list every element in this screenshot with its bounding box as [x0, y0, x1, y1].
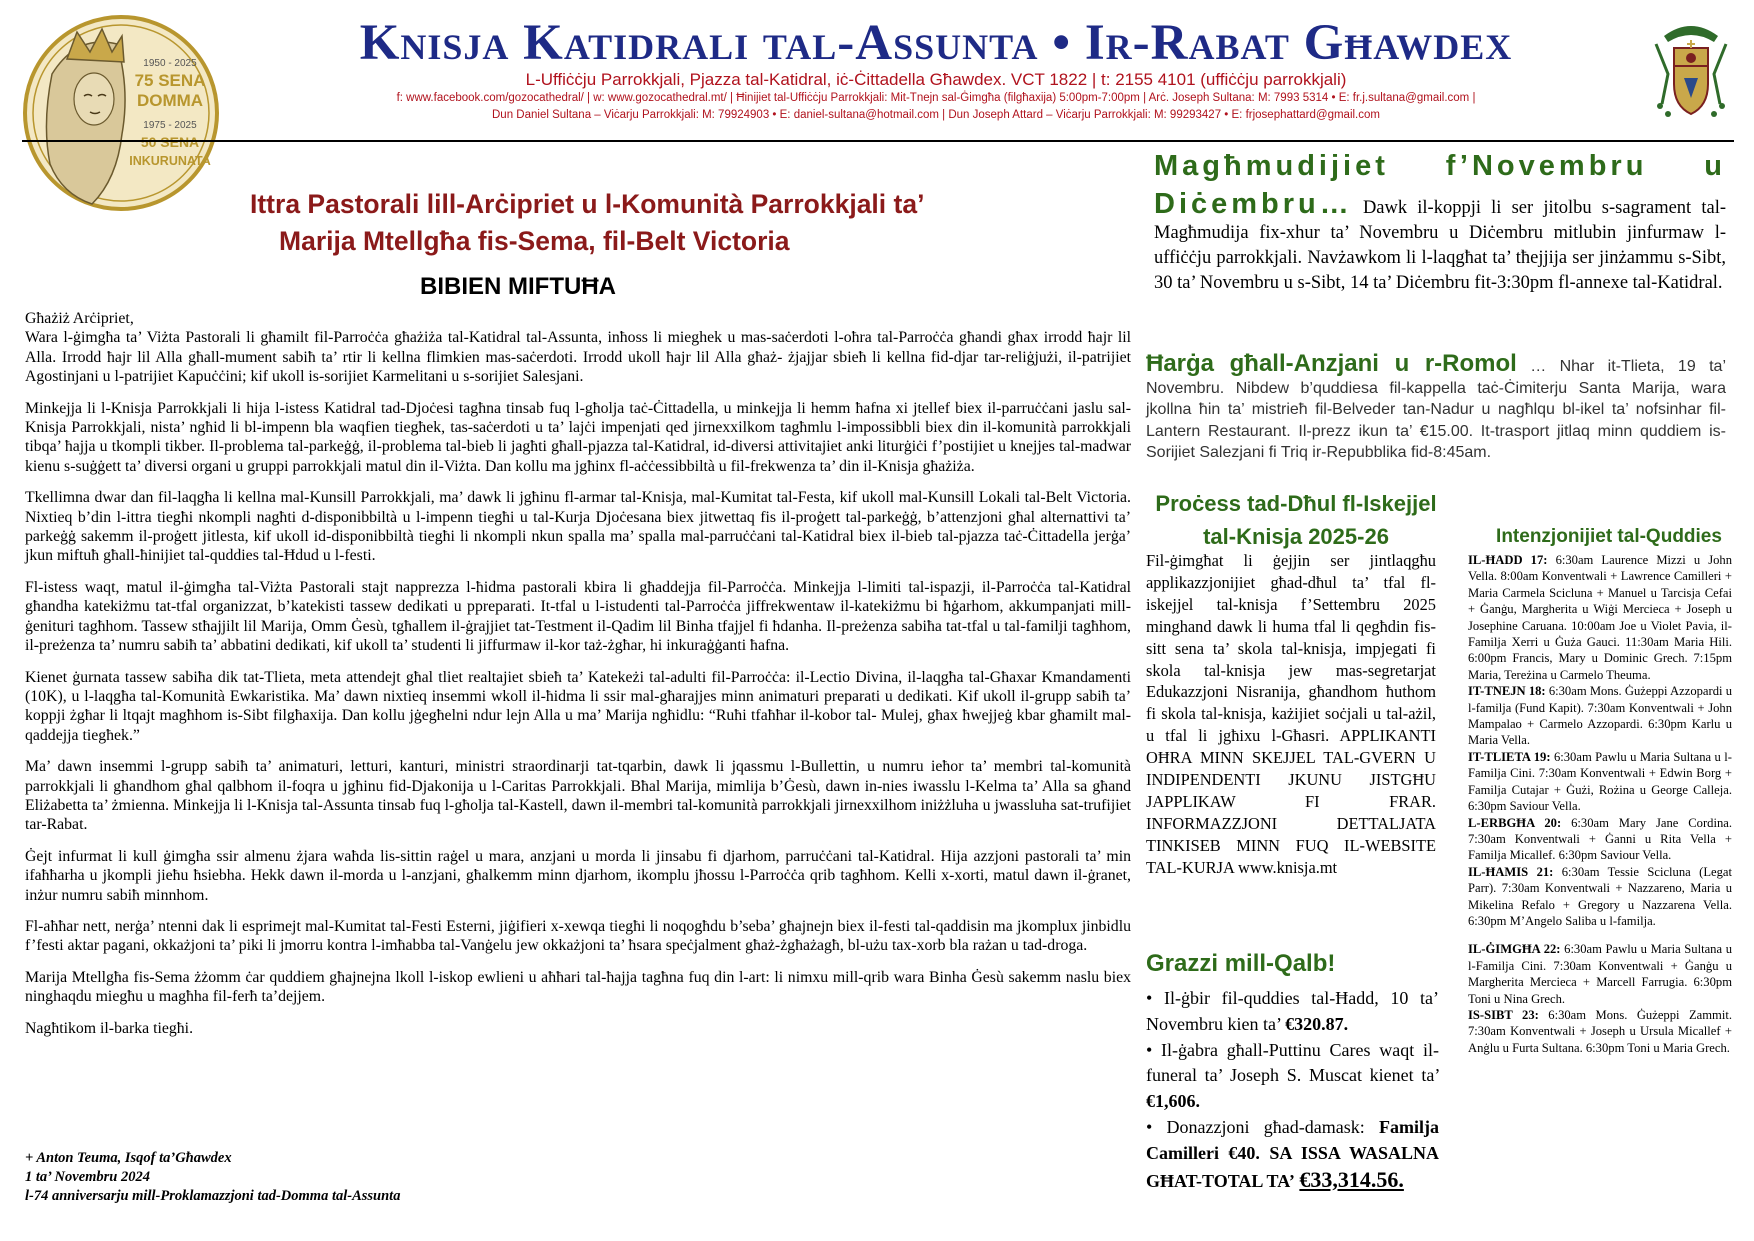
letter-paragraph: Kienet ġurnata tassew sabiħa dik tat-Tlieta, meta attendejt għal tliet realtajiet sbieħ ta’ Katekeżi tal-adulti fil-Parroċċa: il-Lectio Divina, il-laqgħa tal-Għaxar Kmandamenti (10K), u l-laqgħa tal-Komunità Ewkaristika. Ma’ dawn nixtieq insemmi wkoll il-ħidma li ssir mal-għarajjes minn animaturi preparati u dedikati. Kif ukoll il-grupp sabiħ ta’ koppji żgħar li ltqajt magħhom is-Sibt filgħaxija. Dan kollu jġegħelni ndur lejn Alla u ma’ Marija ngħidlu: “Ruħi tfaħħar il-kobor tal- Mulej, għax ħwejjeġ kbar għamilt mal-qaddejja tiegħek.”: [25, 668, 1131, 744]
mass-day-label: IS-SIBT 23:: [1468, 1007, 1539, 1022]
mass-day: [1468, 683, 1732, 749]
baptisms-section: [1154, 150, 1726, 183]
mass-day: [1468, 864, 1732, 930]
letter-paragraph: Ġejt infurmat li kull ġimgħa ssir almenu żjara waħda lis-sittin raġel u mara, anzjani u morda li jinsabu fi djarhom, parruċċani tal-Katidral. Hija azzjoni pastorali ta’ min ifaħħarha u jkompli jieħu ħsiebha. Hekk dawn il-morda u l-anzjani, għalkemm minn djarhom, ikomplu jħossu l-Parroċċa qrib tagħhom. Kelli x-xorti, matul dawn il-ġranet, inżur numru sabiħ minnhom.: [25, 847, 1131, 904]
mass-day-label: IL-ĦADD 17:: [1468, 553, 1548, 567]
elderly-outing-section: [1146, 350, 1727, 464]
letter-blessing: Nagħtikom il-barka tiegħi.: [25, 1019, 194, 1037]
letter-paragraph: Minkejja li l-Knisja Parrokkjali li hija l-istess Katidral tad-Djoċesi tagħna tinsab fuq l-għolja taċ-Ċittadella, u minkejja li hemm ħafna xi jtellef biex il-parruċċani jaslu sal-Knisja Parrokkjali, nista’ ngħid li bl-impenn bla waqfien tiegħek, tas-saċerdoti u ta’ lajċi impenjati qed jirnexxilkom tagħmlu l-impossibbli biex din il-komunità parrokkjali tibqa’ ħajja u tkompli tikber. Il-problema tal-parkeġġ, il-problema tal-bieb li jagħti għall-pjazza tal-Katidral, id-diversi attivitajiet anki liturġiċi f’postijiet u knejjes tal-madwar kienu s-suġġett ta’ diversi organi u gruppi parrokkjali matul din il-Viżta. Dan kollu ma jgħinx fl-aċċessibbiltà u fil-frekwenza ta’ din il-Knisja għażiża.: [25, 399, 1131, 475]
letter-paragraph: Fl-istess waqt, matul il-ġimgħa tal-Viżta Pastorali stajt napprezza l-ħidma pastorali kbira li għaddejja fil-Parroċċa. Minkejja l-limiti tal-ispazji, il-Parroċċa tal-Katidral għandha katekiżmu tat-tfal organizzat, b’katekisti tassew dedikati u ppreparati. It-tfal u l-istudenti tal-Parroċċa jiffrekwentaw il-katekiżmu bi ħġarhom, akkumpanjati mill-ġenituri tagħhom. Tassew stħajjilt lil Marija, Omm Ġesù, tgħallem il-ġrajjiet tat-Testment il-Qadim lil Binha tfajjel fi ħdanha. Il-preżenza sabiħa tat-tfal u tal-familji tagħhom, il-preżenza ta’ numru sabiħ ta’ abbatini dedikati, kif ukoll ta’ studenti li jiffurmaw il-kor taż-żgħar, hi inkuraġġanti ħafna.: [25, 578, 1131, 655]
letter-paragraph: Ma’ dawn insemmi l-grupp sabiħ ta’ animaturi, letturi, kanturi, ministri straordinarji tat-tqarbin, dawk li jqassmu l-Bullettin, u numru ieħor ta’ membri tal-komunità parrokkjali li għandhom għal qalbhom il-foqra u jgħinu fid-Djakonija u l-Caritas Parrokkjali. Bħal Marija, mimlija b’Ġesù, dawn in-nies iwasslu l-Kelma ta’ Alla sa għand Eliżabetta ta’ żmienna. Minkejja li l-Knisja tal-Assunta tinsab fuq l-għolja tal-Kastell, dawn il-membri tal-komunità parrokkjali jirnexxilhom iniżżluha u jwassluha sat-trufijiet tar-Rabat.: [25, 758, 1131, 834]
mass-day-label: IL-ĦAMIS 21:: [1468, 864, 1554, 879]
damask-total: €33,314.56.: [1299, 1166, 1404, 1192]
cathedral-title: Knisja Katidrali tal-Assunta • Ir-Rabat Għawdex: [359, 15, 1513, 71]
letter-paragraph: Marija Mtellgħa fis-Sema żżomm ċar quddiem għajnejna lkoll l-iskop ewlieni u aħħari tal-ħajja tagħna fuq din l-art: li nimxu mill-qrib wara Binha Ġesù sakemm naslu biex ninghaqdu miegħu u magħha fil-ferħ ta’dejjem.: [25, 968, 1131, 1006]
badge-text-2b: INKURUNATA: [129, 154, 211, 168]
office-address: L-Uffiċċju Parrokkjali, Pjazza tal-Katidral, iċ-Ċittadella Għawdex. VCT 1822 | t: 2155 4101 (uffiċċju parrokkjali): [525, 70, 1347, 89]
mass-day-text: 6:30am Laurence Mizzi u John Vella. 8:00am Konventwali + Lawrence Camilleri + Maria Carmela Scicluna + Manuel u Tarcisja Cefai + Ġanġu, Margherita u Wiġi Mercieca + Joseph u Josephine Caruana. 10:00am Joe u Violet Pavia, il-Familja Xerri u Ġuża Gauci. 11:30am Maria Hili. 6:00pm Francis, Mary u Dominic Grech. 7:15pm Maria, Tereżina u Carmelo Theuma.: [1468, 553, 1733, 682]
mass-day-label: IL-ĠIMGĦA 22:: [1468, 942, 1561, 957]
letter-anniversary-note: l-74 anniversarju mill-Proklamazzjoni tad-Domma tal-Assunta: [25, 1188, 401, 1204]
letter-body: [25, 309, 1131, 1050]
thanks-item-puttinu: • Il-ġabra għall-Puttinu Cares waqt il-funeral ta’ Joseph S. Muscat kienet ta’ €1,606.: [1146, 1039, 1439, 1112]
collection-amount: €320.87.: [1285, 1013, 1349, 1034]
letter-paragraph: Tkellimna dwar dan fil-laqgħa li kellna mal-Kunsill Parrokkjali, ma’ dawk li jgħinu fl-armar tal-Knisja, mal-Kumitat tal-Festa, kif ukoll mal-Kunsill Lokali tal-Belt Victoria. Nixtieq b’din l-ittra tiegħi nkompli nagħti d-disponibbiltà u l-impenn tiegħi u tal-Kurja Djoċesana biex jitwettaq fis il-proġett tal-parkeġġ, b’attenzjoni għal alternattivi ta’ parkeġġ sakemm il-proġett jitlesta, kif ukoll id-disponibbiltà tiegħi li nkompli nkun spalla ma’ spalla mal-parruċċani tal-Katidral biex il-bieb tal-pjazza taċ-Ċittadella jerġa’ jkun miftuħ għall-ħinijiet tal-quddies tal-Ħdud u l-festi.: [25, 489, 1131, 565]
badge-text-1a: 75 SENA: [134, 71, 206, 90]
school-admission-body: Fil-ġimgħat li ġejjin ser jintlaqgħu applikazzjonijiet għad-dħul ta’ tfal fl-iskejjel tal-knisja f’Settembru 2025 minghand dawk li huma tfal li qegħdin fis-sitt sena ta’ skola tal-knisja, impjegati fi skola tal-knisja jew mas-segretarjat Edukazzjoni Nisranija, għandhom ħuthom fi skola tal-knisja, każijiet soċjali u tal-ażil, u tfal li jgħixu l-Għasri. APPLIKANTI OĦRA MINN SKEJJEL TAL-GVERN U INDIPENDENTI JKUNU JISTGĦU JAPPLIKAW FI FRAR. INFORMAZZJONI DETTALJATA TINKISEB MINN FUQ IL-WEBSITE TAL-KURJA www.knisja.mt: [1146, 551, 1436, 877]
mass-day-label: IT-TNEJN 18:: [1468, 684, 1546, 699]
badge-text-1b: DOMMA: [136, 91, 204, 110]
elderly-outing-body: … Nhar it-Tlieta, 19 ta’ Novembru. Nibdew b’quddiesa fil-kappella taċ-Ċimiterju Santa Marija, wara jkollna ħin ta’ mistrieħ fil-Belveder tan-Nadur u nagħlqu bl-ikel ta’ nofsinhar fil-Lantern Restaurant. Il-prezz ikun ta’ €15.00. It-trasport jitlaq minn quddiem is-Sorijiet Salezjani fi Triq ir-Repubblika fid-8:45am.: [1146, 358, 1727, 461]
baptisms-title: Magħmudijiet f’Novembru u: [1154, 150, 1726, 182]
mass-intentions-title: Intenzjonijiet tal-Quddies: [1496, 526, 1722, 547]
letter-paragraph: Wara l-ġimgħa ta’ Viżta Pastorali li għamilt fil-Parroċċa għażiża tal-Katidral tal-Assunta, inħoss li mieghek u mas-saċerdoti l-oħra tal-Parroċċa għandi għax irrodd ħajr lil Alla. Irrodd ħajr lil Alla għall-mument sabiħ ta’ rtir li kellna flimkien mas-saċerdoti. Irrodd ukoll ħajr lil Alla għaż- żjajjar sbieħ li kellna fid-djar tar-reliġjużi, il-patrijiet Agostinjani u l-patrijiet Kapuċċini; kif ukoll is-sorijiet Karmelitani u s-sorijiet Salesjani.: [25, 329, 1131, 386]
mass-intentions-list: [1468, 552, 1732, 1056]
bishop-coat-of-arms: [1648, 14, 1734, 126]
bishop-name: + Anton Teuma, Isqof ta’Għawdex: [25, 1150, 232, 1166]
mass-day-label: L-ERBGĦA 20:: [1468, 815, 1562, 830]
mass-day: [1468, 941, 1732, 1007]
badge-years-1: 1950 - 2025: [143, 58, 197, 69]
letter-signature: [25, 1149, 925, 1206]
letter-paragraph: Fl-aħħar nett, nerġa’ ntenni dak li esprimejt mal-Kumitat tal-Festi Esterni, jiġifieri x-xewqa tiegħi li noqogħdu b’seba’ għajnejn biex il-festi tal-qaddisin ma jkomplux jinbidlu f’festi aktar pagani, okkażjoni ta’ piki li jmorru kontra l-imħabba tal-Vanġelu jew okkażjoni ta’ ħsara speċjalment għaż-żgħażagħ, bl-użu tax-xorb bla rażan u tad-droga.: [25, 917, 1131, 955]
header-divider: [22, 140, 1734, 142]
letter-date: 1 ta’ Novembru 2024: [25, 1169, 150, 1185]
letter-greeting: Għażiż Arċipriet,: [25, 310, 134, 327]
mass-day-text: 6:30am Pawlu u Maria Sultana u l-Familja Cini. 7:30am Konventwali + Edwin Borg + Familja Cutajar + Ġużi, Rożina u George Calleja. 6:30pm Saviour Vella.: [1468, 749, 1732, 814]
thanks-body: [1146, 986, 1439, 1194]
mass-day-text: 6:30am Mons. Ġużeppi Azzopardi u l-familja (Fund Kapit). 7:30am Konventwali + John Mampalao + Carmelo Azzopardi. 6:30pm Karlu u Maria Vella.: [1468, 684, 1732, 748]
badge-years-2: 1975 - 2025: [143, 120, 197, 131]
puttinu-amount: €1,606.: [1146, 1091, 1200, 1112]
thanks-item-damask: • Donazzjoni għad-damask: Familja Camilleri €40. SA ISSA WASALNA GĦAT-TOTAL TA’ €33,314.56.: [1146, 1116, 1439, 1192]
mass-day: [1468, 1007, 1732, 1056]
mass-day-text: 6:30am Mary Jane Cordina. 7:30am Konventwali + Ġanni u Rita Vella + Familja Micallef. 6:30pm Saviour Vella.: [1468, 815, 1732, 863]
letter-title: [250, 186, 1010, 260]
mass-day: [1468, 815, 1732, 864]
letter-subtitle: BIBIEN MIFTUĦA: [420, 273, 616, 300]
mass-day-text: 6:30am Tessie Scicluna (Legat Parr). 7:30am Konventwali + Nazzareno, Maria u Mikelina Refalo + Gregory u Nazzarena Vella. 6:30pm M’Angelo Saliba u l-familja.: [1468, 864, 1732, 928]
badge-text-2a: 50 SENA: [140, 134, 200, 150]
baptisms-body: Dawk il-koppji li ser jitolbu s-sagrament tal-Magħmudija fix-xhur ta’ Novembru u Diċembru mitlubin jinfurmaw l-uffiċċju parrokkjali. Navżawkom li l-laqgħat ta’ tħejjija ser jinżammu s-Sibt, 30 ta’ Novembru u s-Sibt, 14 ta’ Diċembru fit-3:30pm fl-annexe tal-Katidral.: [1154, 198, 1726, 293]
school-admission-title: [1146, 487, 1446, 553]
school-admission-title-line-1: Proċess tad-Dħul fl-Iskejjel: [1155, 491, 1437, 516]
contact-line-1: f: www.facebook.com/gozocathedral/ | w: www.gozocathedral.mt/ | Ħinijiet tal-Uffiċċju Parrokkjali: Mit-Tnejn sal-Ġimgħa (filgħaxija) 5:00pm-7:00pm | Arċ. Joseph Sultana: M: 7993 5314 • E: fr.j.sultana@gmail.com |: [396, 92, 1476, 104]
baptisms-title-cont: Diċembru…: [1154, 188, 1353, 220]
thanks-item-collection: • Il-ġbir fil-quddies tal-Ħadd, 10 ta’ Novembru kien ta’ €320.87.: [1146, 988, 1439, 1034]
contact-line-2: Dun Daniel Sultana – Viċarju Parrokkjali: M: 79924903 • E: daniel-sultana@hotmail.com | Dun Joseph Attard – Viċarju Parrokkjali: M: 99293427 • E: frjosephattard@gmail.com: [492, 109, 1380, 121]
school-admission-title-line-2: tal-Knisja 2025-26: [1203, 524, 1389, 549]
letter-title-line-1: Ittra Pastorali lill-Arċipriet u l-Komunità Parrokkjali ta’: [250, 189, 925, 219]
anniversary-badge-logo: [22, 14, 220, 212]
mass-day-text: 6:30am Pawlu u Maria Sultana u l-Familja Cini. 7:30am Konventwali + Ġanġu u Margherita Mercieca + Marcell Farrugia. 6:30pm Toni u Nina Grech.: [1468, 942, 1732, 1006]
elderly-outing-title: Ħarġa għall-Anzjani u r-Romol: [1146, 350, 1517, 377]
baptisms-text-block: [1154, 188, 1726, 296]
damask-donation: Familja Camilleri €40. SA ISSA WASALNA GĦAT-TOTAL TA’: [1146, 1116, 1439, 1191]
letter-title-line-2: Marija Mtellgħa fis-Sema, fil-Belt Victoria: [279, 226, 790, 256]
mass-day: [1468, 552, 1732, 683]
mass-day-label: IT-TLIETA 19:: [1468, 749, 1551, 764]
mass-day-text: 6:30am Mons. Ġużeppi Zammit. 7:30am Konventwali + Joseph u Ursula Micallef + Anġlu u Furta Sultana. 6:30pm Toni u Maria Grech.: [1468, 1007, 1732, 1055]
thanks-title: Grazzi mill-Qalb!: [1146, 950, 1336, 977]
mass-day: [1468, 749, 1732, 815]
